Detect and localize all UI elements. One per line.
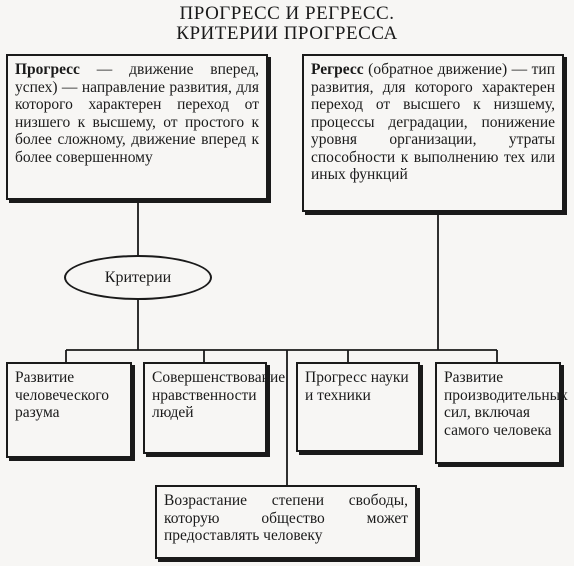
progress-term: Прогресс: [15, 61, 80, 78]
freedom-box: Возрастание степени свободы, которую общество может предоставлять человеку: [155, 485, 417, 559]
progress-definition: — движение вперед, успех) — направление развития, для которого характерен переход от низшего к высшему, от простого к более сложному, движение вперед к более совершенному: [15, 61, 259, 166]
regress-box: [302, 54, 564, 212]
criteria-oval: Критерии: [64, 255, 212, 300]
progress-box: [6, 54, 268, 200]
regress-term: Регресс: [311, 61, 364, 78]
regress-definition: (обратное движение) — тип развития, для которого характерен переход от высшего к низшему, процессы деградации, понижение уровня организации, утраты способности к выполнению тех или иных функций: [311, 61, 555, 183]
criterion-box-morality: Совершенствование нравственности людей: [143, 362, 267, 454]
criterion-box-mind: Развитие человеческого разума: [6, 362, 132, 458]
criterion-box-productive-forces: Развитие производительных сил, включая самого человека: [435, 362, 561, 464]
title-line-2: КРИТЕРИИ ПРОГРЕССА: [176, 23, 398, 44]
criterion-box-science: Прогресс науки и техники: [296, 362, 420, 452]
title-line-1: ПРОГРЕСС И РЕГРЕСС.: [179, 3, 395, 24]
